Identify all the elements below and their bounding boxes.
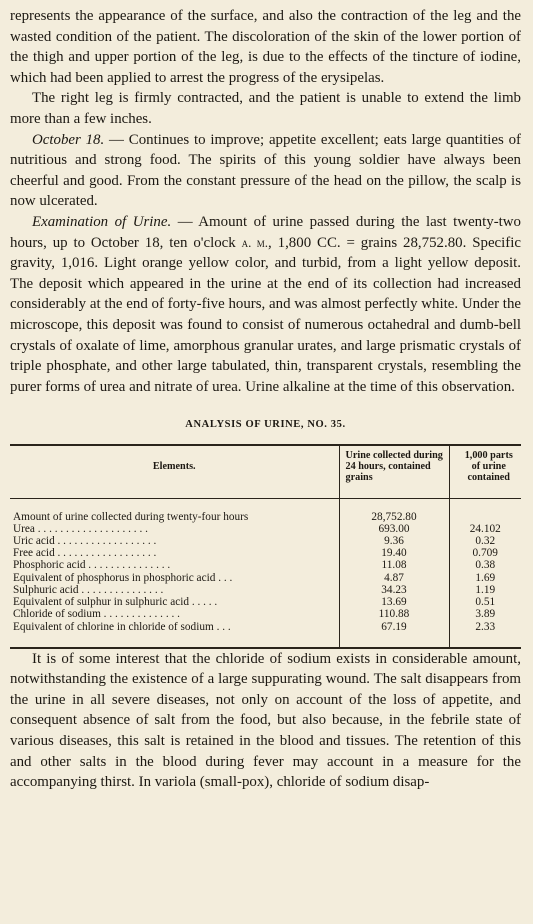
row-label: Urea . . . . . . . . . . . . . . . . . . . .: [13, 522, 148, 535]
row-parts: 0.32: [449, 535, 521, 547]
examination-text-a: — Amount of urine passed during the last twenty-two hours, up to October 18, ten o'clock: [10, 213, 521, 251]
table-row: [10, 498, 521, 523]
row-parts: 0.51: [449, 596, 521, 608]
row-grains: 110.88: [339, 608, 449, 620]
paragraph-examination-of-urine: [10, 212, 521, 397]
table-row: [10, 523, 521, 535]
row-label: Equivalent of chlorine in chloride of sodium . . .: [13, 620, 231, 633]
row-parts: 0.709: [449, 547, 521, 559]
header-urine-collected: Urine collected during 24 hours, contained grains: [339, 445, 449, 498]
row-label: Uric acid . . . . . . . . . . . . . . . . . .: [13, 535, 157, 548]
row-label: Equivalent of phosphorus in phosphoric acid . . .: [13, 571, 233, 584]
paragraph-october-18: [10, 130, 521, 212]
header-parts-per-1000: 1,000 parts of urine contained: [449, 445, 521, 498]
row-grains: 67.19: [339, 621, 449, 648]
row-grains: 19.40: [339, 547, 449, 559]
row-grains: 4.87: [339, 572, 449, 584]
examination-am: a. m.: [241, 234, 269, 250]
row-grains: 34.23: [339, 584, 449, 596]
row-parts: 1.69: [449, 572, 521, 584]
row-label: Chloride of sodium . . . . . . . . . . . . . .: [13, 608, 180, 621]
row-label: Sulphuric acid . . . . . . . . . . . . . . .: [13, 583, 164, 596]
table-row: [10, 547, 521, 559]
october-date-lead: October 18.: [32, 131, 105, 148]
row-parts: 0.38: [449, 559, 521, 571]
row-grains: 13.69: [339, 596, 449, 608]
row-label: Free acid . . . . . . . . . . . . . . . . . .: [13, 547, 157, 560]
examination-lead: Examination of Urine.: [32, 213, 172, 230]
header-elements: Elements.: [10, 445, 339, 498]
paragraph-chloride-of-sodium: It is of some interest that the chloride of sodium exists in considerable amount, notwithstanding the existence of a large suppurating wound. The salt disappears from the urine in all severe diseases, not only on account of the loss of appetite, and consequent absence of salt from the food, but also because, in the febrile state of various diseases, this salt is retained in the blood and tissues. The retention of this and other salts in the blood during fever may account in a measure for the accompanying thirst. In variola (small-pox), chloride of sodium disap-: [10, 650, 521, 791]
row-parts: [449, 498, 521, 523]
table-row: [10, 572, 521, 584]
paragraph-right-leg: The right leg is firmly contracted, and the patient is unable to extend the limb more than a few inches.: [10, 90, 521, 127]
row-parts: 1.19: [449, 584, 521, 596]
table-caption: ANALYSIS OF URINE, NO. 35.: [185, 419, 346, 431]
table-row: [10, 621, 521, 648]
table-row: [10, 608, 521, 620]
examination-text-b: , 1,800 CC. = grains 28,752.80. Specific gravity, 1,016. Light orange yellow color, and turbid, from a light yellow deposit. The deposit which appeared in the urine at the end of its collection had increased considerably at the end of forty-five hours, and was almost perfectly white. Under the microscope, this deposit was found to consist of numerous octahedral and dumb-bell crystals of oxalate of lime, amorphous granular urates, and large prismatic crystals of triple phosphate, and other large tabulated, thin, transparent crystals, resembling the purer forms of urea and nitrate of urea. Urine alkaline at the time of this observation.: [10, 234, 521, 395]
paragraph-continuation: represents the appearance of the surface, and also the contraction of the leg and the wasted condition of the patient. The discoloration of the skin of the lower portion of the thigh and upper portion of the leg, is due to the effects of the tincture of iodine, which had been applied to arrest the progress of the erysipelas.: [10, 8, 521, 86]
row-label: Amount of urine collected during twenty-four hours: [13, 510, 249, 523]
row-parts: 24.102: [449, 523, 521, 535]
row-parts: 3.89: [449, 608, 521, 620]
table-row: [10, 559, 521, 571]
table-row: [10, 596, 521, 608]
row-grains: 9.36: [339, 535, 449, 547]
october-text: — Continues to improve; appetite excellent; eats large quantities of nutritious and strong food. The spirits of this young soldier have always been cheerful and good. From the constant pressure of the head on the pillow, the scalp is now ulcerated.: [10, 131, 521, 210]
row-parts: 2.33: [449, 621, 521, 648]
row-label: Equivalent of sulphur in sulphuric acid . . . . .: [13, 596, 218, 609]
row-grains: 693.00: [339, 523, 449, 535]
row-grains: 11.08: [339, 559, 449, 571]
row-label: Phosphoric acid . . . . . . . . . . . . . . .: [13, 559, 171, 572]
table-row: [10, 584, 521, 596]
table-header-row: [10, 445, 521, 498]
row-grains: 28,752.80: [339, 498, 449, 523]
urine-analysis-table: [10, 444, 521, 648]
table-row: [10, 535, 521, 547]
